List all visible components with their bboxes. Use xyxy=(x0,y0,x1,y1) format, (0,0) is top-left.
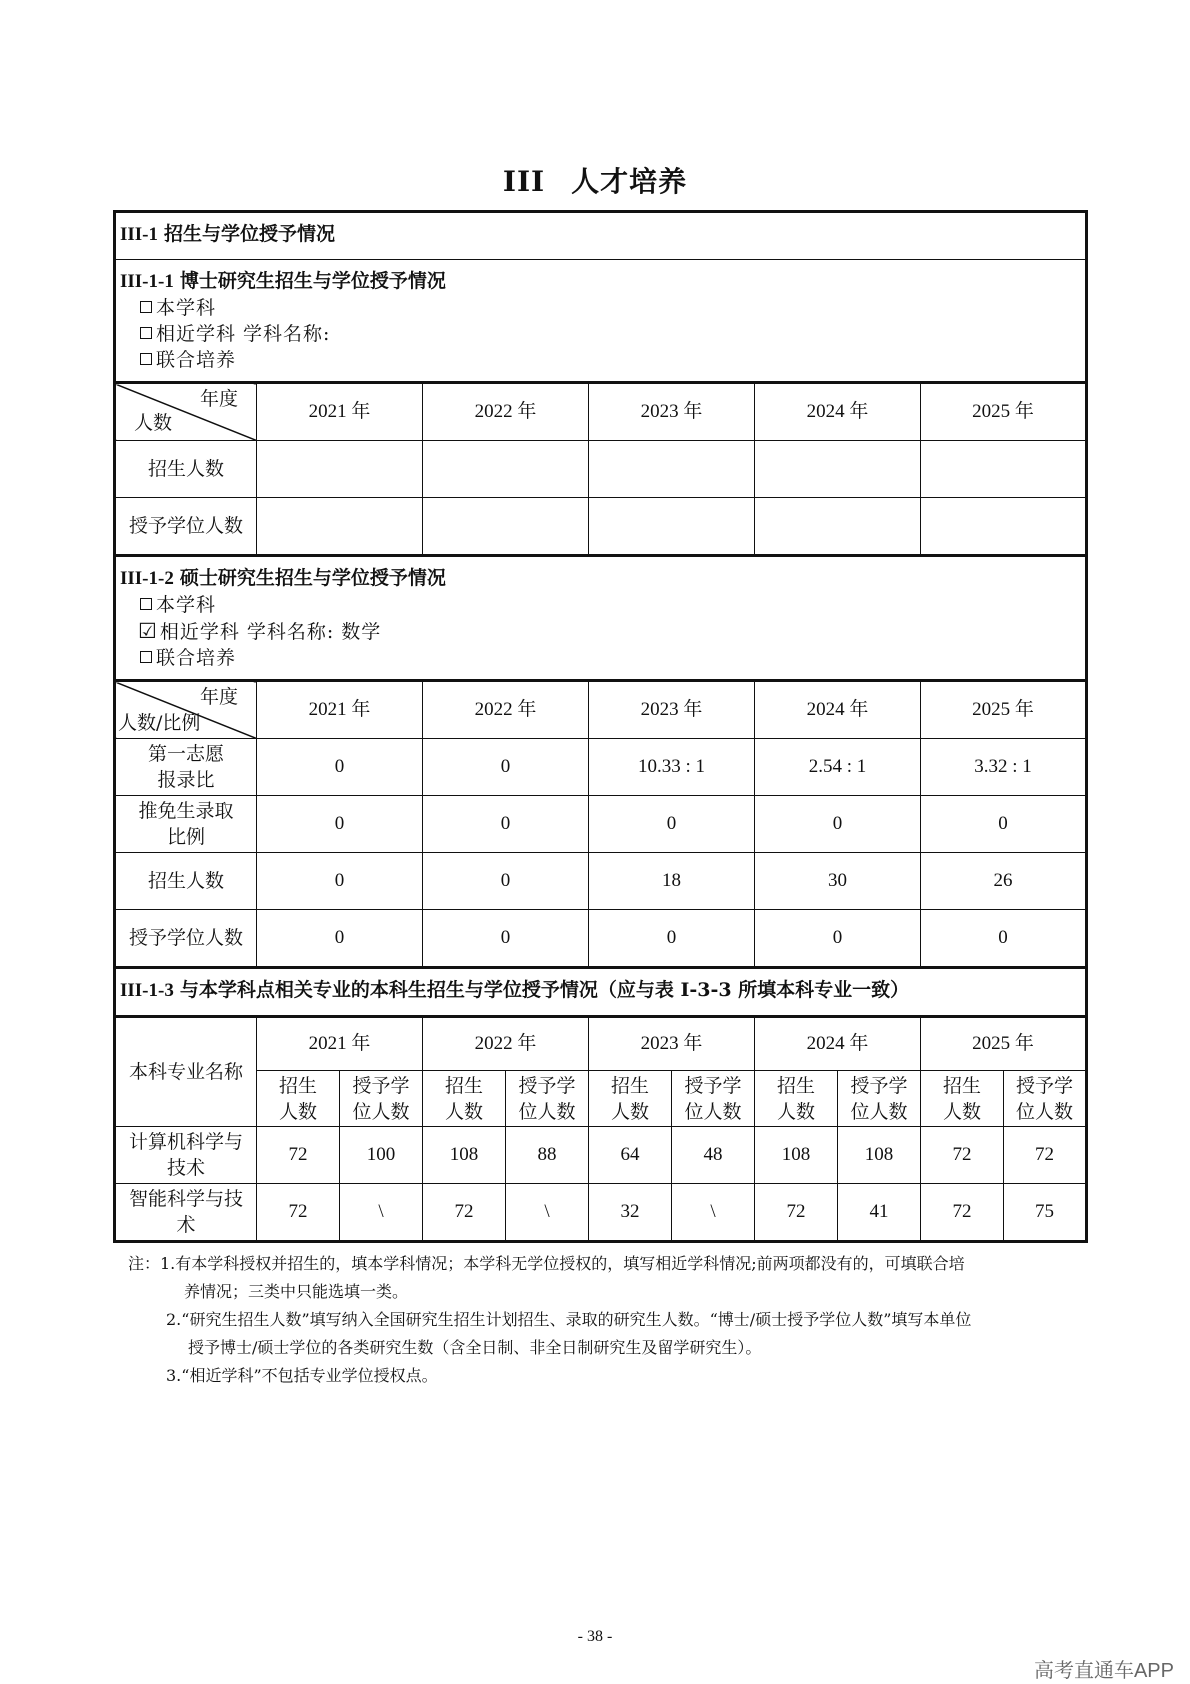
option-same-discipline[interactable]: 本学科 xyxy=(120,295,1081,321)
data-cell: 0 xyxy=(755,796,921,853)
major-name: 计算机科学与 技术 xyxy=(115,1127,257,1184)
data-cell: 0 xyxy=(257,739,423,796)
data-cell: 108 xyxy=(423,1127,506,1184)
major-name: 智能科学与技 术 xyxy=(115,1184,257,1242)
data-cell: 0 xyxy=(257,910,423,968)
table-row xyxy=(115,853,1087,910)
checkbox-empty-icon xyxy=(140,301,152,313)
year-header: 2025 年 xyxy=(921,1017,1087,1071)
year-header: 2021 年 xyxy=(257,1017,423,1071)
major-name-header: 本科专业名称 xyxy=(115,1017,257,1127)
data-cell xyxy=(921,441,1087,498)
data-cell xyxy=(755,441,921,498)
row-label: 招生人数 xyxy=(115,441,257,498)
subheader-enrolled: 招生 人数 xyxy=(755,1071,838,1127)
data-cell: 75 xyxy=(1004,1184,1087,1242)
data-cell: 108 xyxy=(755,1127,838,1184)
option-joint-training[interactable]: 联合培养 xyxy=(120,645,1081,671)
data-cell: \ xyxy=(672,1184,755,1242)
data-cell: 3.32 : 1 xyxy=(921,739,1087,796)
option-related-discipline[interactable]: 相近学科 学科名称: xyxy=(120,321,1081,347)
subheader-enrolled: 招生 人数 xyxy=(589,1071,672,1127)
data-cell: 0 xyxy=(755,910,921,968)
footnote-1: 注：1.有本学科授权并招生的，填本学科情况；本学科无学位授权的，填写相近学科情况;前两项都没有的，可填联合培 xyxy=(128,1254,965,1273)
subheader-degrees: 授予学 位人数 xyxy=(672,1071,755,1127)
row-label: 第一志愿 报录比 xyxy=(115,739,257,796)
year-header: 2022 年 xyxy=(423,681,589,739)
data-cell: \ xyxy=(340,1184,423,1242)
data-cell: 41 xyxy=(838,1184,921,1242)
data-cell: 26 xyxy=(921,853,1087,910)
table-row xyxy=(115,739,1087,796)
data-cell: 48 xyxy=(672,1127,755,1184)
data-cell: 72 xyxy=(1004,1127,1087,1184)
diagonal-header-cell: 年度 人数 xyxy=(115,383,257,441)
option-same-discipline[interactable]: 本学科 xyxy=(120,592,1081,618)
checkbox-empty-icon xyxy=(140,651,152,663)
section-heading: III-1-2 硕士研究生招生与学位授予情况 xyxy=(120,567,446,589)
data-cell xyxy=(755,498,921,556)
talent-training-table xyxy=(113,210,1088,1243)
table-row xyxy=(115,441,1087,498)
data-cell: 0 xyxy=(589,796,755,853)
subheader-enrolled: 招生 人数 xyxy=(257,1071,340,1127)
year-header: 2022 年 xyxy=(423,383,589,441)
data-cell: 0 xyxy=(423,796,589,853)
data-cell: 30 xyxy=(755,853,921,910)
section-row-doctoral xyxy=(115,260,1087,383)
year-header: 2023 年 xyxy=(589,383,755,441)
footnote-2: 2.“研究生招生人数”填写纳入全国研究生招生计划招生、录取的研究生人数。“博士/硕士授予学位人数”填写本单位 xyxy=(166,1310,972,1329)
data-cell xyxy=(423,441,589,498)
option-joint-training[interactable]: 联合培养 xyxy=(120,347,1081,373)
diagonal-header-cell: 年度 人数/比例 xyxy=(115,681,257,739)
subheader-degrees: 授予学 位人数 xyxy=(1004,1071,1087,1127)
data-cell xyxy=(257,441,423,498)
data-cell: 100 xyxy=(340,1127,423,1184)
data-cell: 72 xyxy=(423,1184,506,1242)
data-cell: 108 xyxy=(838,1127,921,1184)
data-cell xyxy=(257,498,423,556)
data-cell: 72 xyxy=(257,1184,340,1242)
subheader-degrees: 授予学 位人数 xyxy=(340,1071,423,1127)
table-row xyxy=(115,1184,1087,1242)
year-header: 2023 年 xyxy=(589,681,755,739)
data-cell: 0 xyxy=(257,853,423,910)
table-row xyxy=(115,498,1087,556)
year-header: 2025 年 xyxy=(921,383,1087,441)
checkbox-empty-icon xyxy=(140,353,152,365)
footnote-3: 3.“相近学科”不包括专业学位授权点。 xyxy=(166,1366,438,1385)
year-header: 2025 年 xyxy=(921,681,1087,739)
data-cell: 10.33 : 1 xyxy=(589,739,755,796)
year-header: 2024 年 xyxy=(755,681,921,739)
section-heading: III-1-1 博士研究生招生与学位授予情况 xyxy=(120,270,446,292)
data-cell: 88 xyxy=(506,1127,589,1184)
data-cell: 0 xyxy=(423,910,589,968)
data-cell: 72 xyxy=(755,1184,838,1242)
page-title-roman: III xyxy=(502,165,546,198)
data-cell: 0 xyxy=(257,796,423,853)
data-cell: 72 xyxy=(921,1184,1004,1242)
year-header: 2023 年 xyxy=(589,1017,755,1071)
year-header: 2024 年 xyxy=(755,1017,921,1071)
option-related-discipline[interactable]: ☑ 相近学科 学科名称: 数学 xyxy=(138,619,382,643)
page-title xyxy=(0,160,1190,200)
data-cell: 32 xyxy=(589,1184,672,1242)
year-header: 2021 年 xyxy=(257,383,423,441)
data-cell: \ xyxy=(506,1184,589,1242)
subheader-degrees: 授予学 位人数 xyxy=(506,1071,589,1127)
section-heading: III-1 招生与学位授予情况 xyxy=(120,223,336,245)
row-label: 授予学位人数 xyxy=(115,910,257,968)
section-row-iii-1 xyxy=(115,212,1087,260)
data-cell: 64 xyxy=(589,1127,672,1184)
table-header-row xyxy=(115,681,1087,739)
data-cell: 18 xyxy=(589,853,755,910)
year-header: 2022 年 xyxy=(423,1017,589,1071)
data-cell xyxy=(589,441,755,498)
data-cell xyxy=(423,498,589,556)
checkbox-empty-icon xyxy=(140,327,152,339)
row-label: 招生人数 xyxy=(115,853,257,910)
footnote-1-cont: 养情况；三类中只能选填一类。 xyxy=(184,1282,409,1301)
footnote-2-cont: 授予博士/硕士学位的各类研究生数（含全日制、非全日制研究生及留学研究生）。 xyxy=(188,1338,762,1357)
section-row-undergrad xyxy=(115,968,1087,1017)
data-cell xyxy=(589,498,755,556)
data-cell: 0 xyxy=(423,739,589,796)
table-header-row xyxy=(115,383,1087,441)
checkbox-empty-icon xyxy=(140,598,152,610)
section-heading: III-1-3 与本学科点相关专业的本科生招生与学位授予情况（应与表 I-3-3 所填本科专业一致） xyxy=(120,979,910,1001)
page-title-text: 人才培养 xyxy=(571,165,688,198)
section-row-masters xyxy=(115,556,1087,681)
checkbox-checked-icon: ☑ xyxy=(138,619,158,643)
subheader-enrolled: 招生 人数 xyxy=(921,1071,1004,1127)
watermark: 高考直通车APP xyxy=(1033,1660,1174,1682)
data-cell: 72 xyxy=(257,1127,340,1184)
row-label: 推免生录取 比例 xyxy=(115,796,257,853)
data-cell: 0 xyxy=(423,853,589,910)
page-number: - 38 - xyxy=(577,1628,613,1645)
subheader-enrolled: 招生 人数 xyxy=(423,1071,506,1127)
table-header-row xyxy=(115,1017,1087,1071)
table-row xyxy=(115,910,1087,968)
table-row xyxy=(115,796,1087,853)
year-header: 2024 年 xyxy=(755,383,921,441)
table-row xyxy=(115,1127,1087,1184)
data-cell: 0 xyxy=(921,910,1087,968)
year-header: 2021 年 xyxy=(257,681,423,739)
footnotes xyxy=(128,1250,1078,1390)
data-cell: 0 xyxy=(589,910,755,968)
row-label: 授予学位人数 xyxy=(115,498,257,556)
data-cell: 2.54 : 1 xyxy=(755,739,921,796)
data-cell: 72 xyxy=(921,1127,1004,1184)
table-subheader-row xyxy=(115,1071,1087,1127)
data-cell xyxy=(921,498,1087,556)
data-cell: 0 xyxy=(921,796,1087,853)
subheader-degrees: 授予学 位人数 xyxy=(838,1071,921,1127)
